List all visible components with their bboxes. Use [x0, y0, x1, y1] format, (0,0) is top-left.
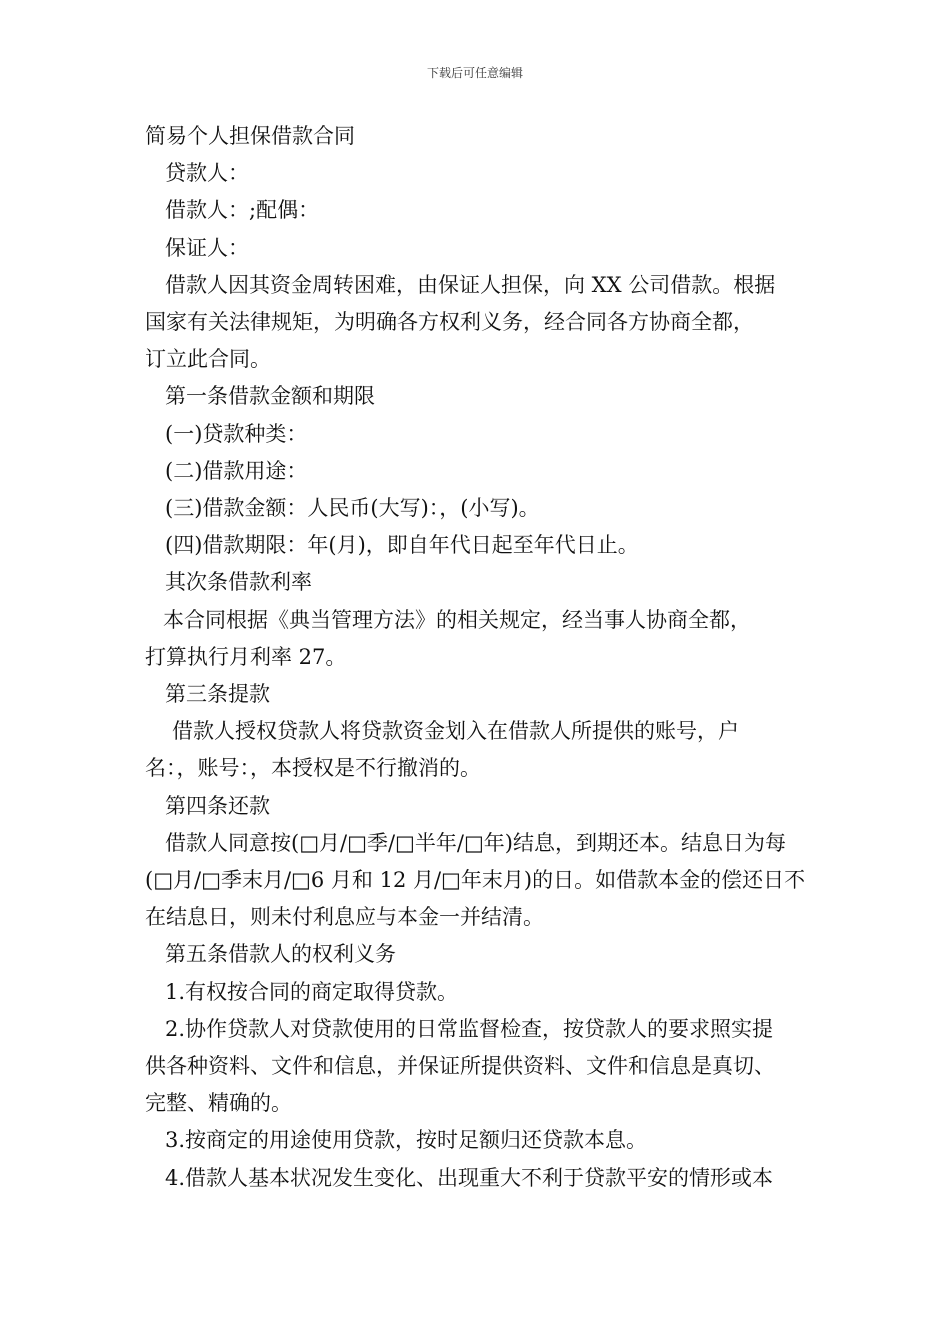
document-body [145, 118, 825, 1197]
document-line: (三)借款金额：人民币(大写)：，(小写)。 [165, 496, 540, 521]
document-line: 完整、精确的。 [145, 1091, 292, 1116]
document-line: 第四条还款 [165, 793, 270, 818]
document-title: 简易个人担保借款合同 [145, 124, 355, 148]
document-line: 国家有关法律规矩，为明确各方权利义务，经合同各方协商全都， [145, 310, 754, 335]
document-line: 1.有权按合同的商定取得贷款。 [165, 979, 459, 1004]
document-line: 4.借款人基本状况发生变化、出现重大不利于贷款平安的情形或本 [165, 1165, 774, 1190]
document-line: (四)借款期限：年(月)，即自年代日起至年代日止。 [165, 533, 639, 558]
document-line: (二)借款用途： [165, 458, 308, 483]
document-line: 第五条借款人的权利义务 [165, 942, 396, 967]
document-line: 在结息日，则未付利息应与本金一并结清。 [145, 905, 544, 930]
document-line: 借款人同意按(□月/□季/□半年/□年)结息，到期还本。结息日为每 [165, 830, 786, 855]
document-line: 第三条提款 [165, 682, 270, 707]
document-line: 其次条借款利率 [165, 570, 312, 595]
document-line: 借款人因其资金周转困难，由保证人担保，向 XX 公司借款。根据 [165, 272, 776, 297]
document-line: 本合同根据《典当管理方法》的相关规定，经当事人协商全都， [163, 607, 751, 632]
document-line: 供各种资料、文件和信息，并保证所提供资料、文件和信息是真切、 [145, 1054, 775, 1079]
document-line: (一)贷款种类： [165, 421, 308, 446]
document-line: (□月/□季末月/□6 月和 12 月/□年末月)的日。如借款本金的偿还日不 [145, 868, 806, 893]
document-line: 名：，账号：，本授权是不行撤消的。 [145, 756, 481, 781]
document-line: 3.按商定的用途使用贷款，按时足额归还贷款本息。 [165, 1128, 648, 1153]
page-header-note: 下载后可任意编辑 [426, 66, 523, 80]
document-line: 借款人授权贷款人将贷款资金划入在借款人所提供的账号，户 [172, 719, 739, 744]
document-line: 打算执行月利率 27。 [145, 644, 347, 669]
document-line: 2.协作贷款人对贷款使用的日常监督检查，按贷款人的要求照实提 [165, 1016, 774, 1041]
document-line: 保证人： [165, 235, 249, 260]
document-line: 贷款人： [165, 161, 249, 186]
document-line: 订立此合同。 [145, 347, 271, 372]
document-line: 借款人：;配偶： [165, 198, 320, 223]
document-line: 第一条借款金额和期限 [165, 384, 375, 409]
